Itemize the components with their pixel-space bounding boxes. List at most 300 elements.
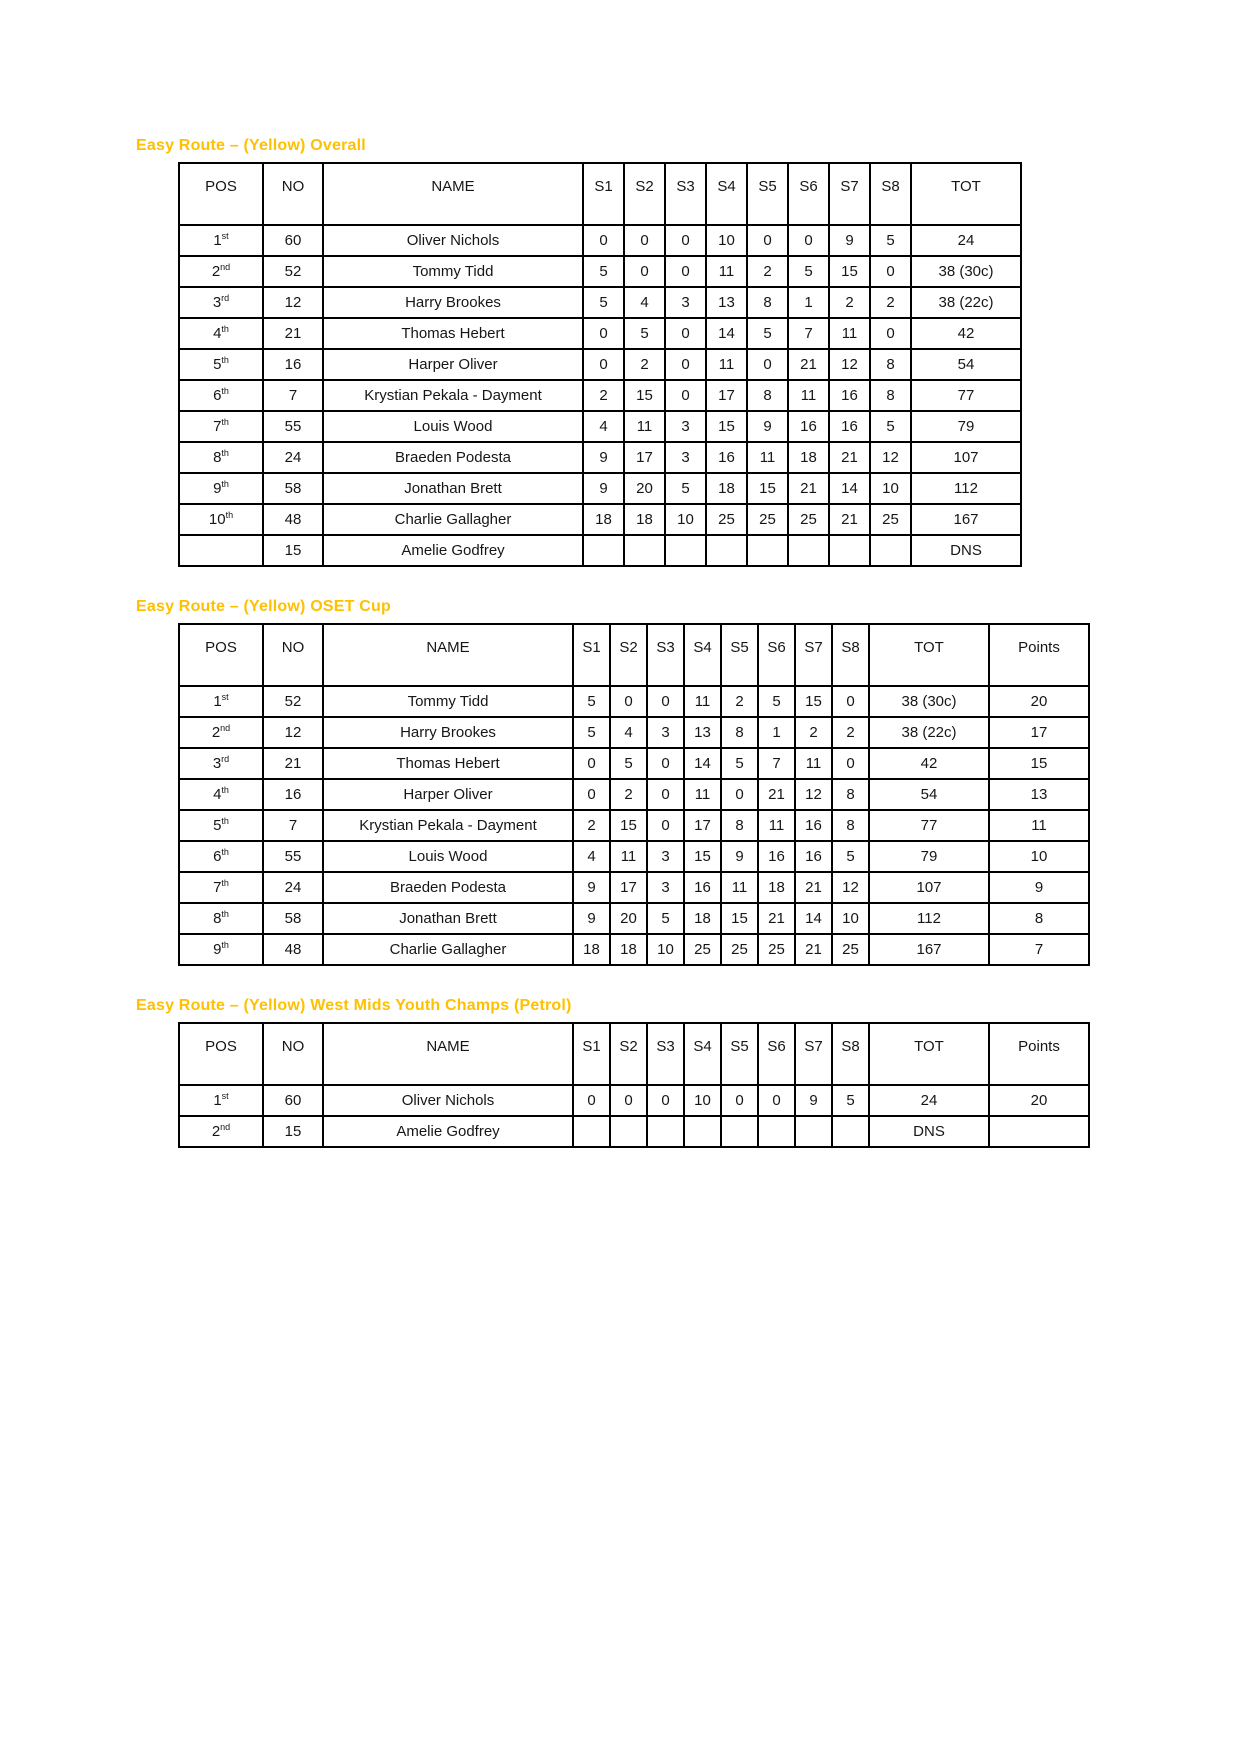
section-score-cell-s7: 16 xyxy=(829,380,870,411)
rider-number-cell: 15 xyxy=(263,1116,323,1147)
section-score-cell-s7 xyxy=(829,535,870,566)
section-score-cell-s5: 2 xyxy=(747,256,788,287)
header-row xyxy=(179,624,1089,686)
points-cell: 17 xyxy=(989,717,1089,748)
column-header-s1: S1 xyxy=(583,163,624,225)
section-score-cell-s4: 14 xyxy=(684,748,721,779)
pos-cell xyxy=(179,1116,263,1147)
table-row xyxy=(179,225,1021,256)
section-score-cell-s2: 5 xyxy=(610,748,647,779)
section-score-cell-s5: 5 xyxy=(721,748,758,779)
section-score-cell-s4: 16 xyxy=(706,442,747,473)
pos-ordinal-suffix: th xyxy=(221,940,229,950)
section-score-cell-s6: 18 xyxy=(758,872,795,903)
pos-ordinal-suffix: th xyxy=(221,878,229,888)
pos-number: 8 xyxy=(213,910,222,927)
section-score-cell-s8: 0 xyxy=(832,686,869,717)
rider-number-cell: 7 xyxy=(263,810,323,841)
table-row xyxy=(179,256,1021,287)
pos-cell xyxy=(179,717,263,748)
pos-cell xyxy=(179,287,263,318)
section-score-cell-s7: 14 xyxy=(829,473,870,504)
table-row xyxy=(179,686,1089,717)
column-header-s8: S8 xyxy=(832,1023,869,1085)
pos-ordinal-suffix: th xyxy=(221,324,229,334)
rider-number-cell: 15 xyxy=(263,535,323,566)
section-score-cell-s3: 3 xyxy=(665,411,706,442)
rider-number-cell: 21 xyxy=(263,748,323,779)
section-score-cell-s8: 10 xyxy=(870,473,911,504)
points-cell xyxy=(989,1116,1089,1147)
pos-number: 1 xyxy=(213,1092,222,1109)
section-score-cell-s3: 0 xyxy=(647,748,684,779)
table-row xyxy=(179,748,1089,779)
column-header-s8: S8 xyxy=(870,163,911,225)
section-score-cell-s8: 10 xyxy=(832,903,869,934)
section-score-cell-s5 xyxy=(721,1116,758,1147)
total-cell: 79 xyxy=(869,841,989,872)
section-score-cell-s6: 21 xyxy=(788,473,829,504)
section-score-cell-s3: 5 xyxy=(665,473,706,504)
section-score-cell-s1: 4 xyxy=(583,411,624,442)
section-score-cell-s3: 3 xyxy=(647,717,684,748)
section-score-cell-s2: 11 xyxy=(624,411,665,442)
table-row xyxy=(179,779,1089,810)
section-score-cell-s2: 0 xyxy=(624,256,665,287)
rider-name-cell: Charlie Gallagher xyxy=(323,934,573,965)
table-row xyxy=(179,841,1089,872)
section-score-cell-s1: 2 xyxy=(573,810,610,841)
rider-name-cell: Thomas Hebert xyxy=(323,318,583,349)
section-score-cell-s8: 25 xyxy=(870,504,911,535)
section-west-mids xyxy=(136,997,1200,1148)
pos-ordinal-suffix: th xyxy=(221,816,229,826)
pos-cell xyxy=(179,810,263,841)
section-score-cell-s5: 0 xyxy=(747,225,788,256)
section-score-cell-s3: 3 xyxy=(665,287,706,318)
table-row xyxy=(179,442,1021,473)
section-score-cell-s7: 21 xyxy=(829,442,870,473)
section-score-cell-s1: 5 xyxy=(573,686,610,717)
total-cell: 77 xyxy=(911,380,1021,411)
rider-name-cell: Braeden Podesta xyxy=(323,872,573,903)
pos-ordinal-suffix: rd xyxy=(221,754,230,764)
section-score-cell-s6: 16 xyxy=(758,841,795,872)
table-row xyxy=(179,411,1021,442)
section-score-cell-s6: 16 xyxy=(788,411,829,442)
section-score-cell-s2: 0 xyxy=(610,1085,647,1116)
rider-name-cell: Tommy Tidd xyxy=(323,256,583,287)
section-score-cell-s4: 13 xyxy=(706,287,747,318)
pos-number: 4 xyxy=(213,786,222,803)
total-cell: 24 xyxy=(869,1085,989,1116)
pos-cell xyxy=(179,841,263,872)
pos-ordinal-suffix: th xyxy=(221,386,229,396)
table-row xyxy=(179,535,1021,566)
section-score-cell-s2: 17 xyxy=(624,442,665,473)
section-score-cell-s5: 0 xyxy=(721,1085,758,1116)
points-cell: 20 xyxy=(989,1085,1089,1116)
section-score-cell-s3: 0 xyxy=(647,779,684,810)
rider-name-cell: Jonathan Brett xyxy=(323,903,573,934)
section-score-cell-s3 xyxy=(647,1116,684,1147)
column-header-pos: POS xyxy=(179,163,263,225)
pos-number: 1 xyxy=(213,693,222,710)
section-score-cell-s4: 15 xyxy=(684,841,721,872)
section-score-cell-s8: 25 xyxy=(832,934,869,965)
section-score-cell-s2: 5 xyxy=(624,318,665,349)
pos-cell xyxy=(179,903,263,934)
pos-number: 7 xyxy=(213,418,222,435)
rider-number-cell: 7 xyxy=(263,380,323,411)
pos-cell xyxy=(179,686,263,717)
total-cell: 107 xyxy=(869,872,989,903)
rider-number-cell: 58 xyxy=(263,473,323,504)
column-header-tot: TOT xyxy=(869,624,989,686)
rider-name-cell: Krystian Pekala - Dayment xyxy=(323,380,583,411)
total-cell: 167 xyxy=(911,504,1021,535)
section-score-cell-s7: 2 xyxy=(795,717,832,748)
section-score-cell-s4: 17 xyxy=(706,380,747,411)
section-score-cell-s3: 3 xyxy=(647,841,684,872)
section-score-cell-s6: 21 xyxy=(758,903,795,934)
total-cell: 38 (22c) xyxy=(911,287,1021,318)
points-cell: 15 xyxy=(989,748,1089,779)
pos-ordinal-suffix: th xyxy=(221,909,229,919)
results-table-overall xyxy=(178,162,1022,567)
section-score-cell-s8: 5 xyxy=(832,1085,869,1116)
pos-number: 6 xyxy=(213,387,222,404)
section-score-cell-s5: 8 xyxy=(747,380,788,411)
rider-name-cell: Charlie Gallagher xyxy=(323,504,583,535)
pos-ordinal-suffix: th xyxy=(221,479,229,489)
rider-number-cell: 60 xyxy=(263,225,323,256)
section-score-cell-s3 xyxy=(665,535,706,566)
pos-ordinal-suffix: nd xyxy=(220,262,231,272)
section-score-cell-s8: 12 xyxy=(832,872,869,903)
section-score-cell-s7: 14 xyxy=(795,903,832,934)
table-row xyxy=(179,287,1021,318)
section-score-cell-s3: 0 xyxy=(665,256,706,287)
total-cell: DNS xyxy=(911,535,1021,566)
results-page xyxy=(136,137,1200,1148)
section-score-cell-s4: 10 xyxy=(684,1085,721,1116)
section-score-cell-s5: 9 xyxy=(721,841,758,872)
section-score-cell-s1: 9 xyxy=(583,473,624,504)
section-score-cell-s7: 11 xyxy=(829,318,870,349)
section-score-cell-s6: 11 xyxy=(788,380,829,411)
section-score-cell-s7: 9 xyxy=(829,225,870,256)
section-score-cell-s5: 2 xyxy=(721,686,758,717)
table-row xyxy=(179,349,1021,380)
section-score-cell-s1: 18 xyxy=(573,934,610,965)
points-cell: 11 xyxy=(989,810,1089,841)
section-score-cell-s3: 0 xyxy=(665,318,706,349)
table-row xyxy=(179,380,1021,411)
section-score-cell-s8: 5 xyxy=(870,411,911,442)
section-score-cell-s4: 11 xyxy=(706,349,747,380)
column-header-no: NO xyxy=(263,1023,323,1085)
column-header-tot: TOT xyxy=(869,1023,989,1085)
column-header-name: NAME xyxy=(323,624,573,686)
rider-name-cell: Thomas Hebert xyxy=(323,748,573,779)
section-score-cell-s6: 5 xyxy=(788,256,829,287)
header-row xyxy=(179,1023,1089,1085)
total-cell: 107 xyxy=(911,442,1021,473)
column-header-s7: S7 xyxy=(795,624,832,686)
section-score-cell-s6: 21 xyxy=(758,779,795,810)
section-score-cell-s2: 20 xyxy=(624,473,665,504)
column-header-s6: S6 xyxy=(788,163,829,225)
pos-number: 3 xyxy=(212,755,222,772)
section-score-cell-s3: 10 xyxy=(665,504,706,535)
rider-number-cell: 55 xyxy=(263,411,323,442)
rider-name-cell: Oliver Nichols xyxy=(323,1085,573,1116)
section-score-cell-s1 xyxy=(573,1116,610,1147)
points-cell: 7 xyxy=(989,934,1089,965)
rider-number-cell: 48 xyxy=(263,504,323,535)
section-score-cell-s3: 0 xyxy=(647,810,684,841)
header-row xyxy=(179,163,1021,225)
section-score-cell-s1: 9 xyxy=(573,872,610,903)
section-score-cell-s4 xyxy=(706,535,747,566)
section-score-cell-s7: 12 xyxy=(795,779,832,810)
section-score-cell-s3: 3 xyxy=(647,872,684,903)
section-score-cell-s1: 0 xyxy=(573,779,610,810)
rider-number-cell: 12 xyxy=(263,287,323,318)
rider-number-cell: 55 xyxy=(263,841,323,872)
section-score-cell-s2: 15 xyxy=(610,810,647,841)
points-cell: 8 xyxy=(989,903,1089,934)
pos-number: 9 xyxy=(213,941,222,958)
section-oset-cup xyxy=(136,598,1200,966)
rider-number-cell: 48 xyxy=(263,934,323,965)
points-cell: 13 xyxy=(989,779,1089,810)
pos-number: 2 xyxy=(211,724,221,741)
section-score-cell-s5: 0 xyxy=(721,779,758,810)
section-score-cell-s3: 0 xyxy=(647,1085,684,1116)
table-row xyxy=(179,1116,1089,1147)
section-score-cell-s7: 2 xyxy=(829,287,870,318)
pos-number: 1 xyxy=(213,232,222,249)
section-score-cell-s5: 15 xyxy=(721,903,758,934)
total-cell: 42 xyxy=(911,318,1021,349)
section-score-cell-s3: 0 xyxy=(665,380,706,411)
section-score-cell-s5: 15 xyxy=(747,473,788,504)
section-score-cell-s8: 2 xyxy=(832,717,869,748)
pos-ordinal-suffix: th xyxy=(225,510,234,520)
section-score-cell-s1: 4 xyxy=(573,841,610,872)
pos-cell xyxy=(179,256,263,287)
section-score-cell-s8 xyxy=(832,1116,869,1147)
points-cell: 9 xyxy=(989,872,1089,903)
pos-cell xyxy=(179,473,263,504)
section-score-cell-s2: 0 xyxy=(624,225,665,256)
section-score-cell-s6: 1 xyxy=(758,717,795,748)
total-cell: 77 xyxy=(869,810,989,841)
rider-name-cell: Harry Brookes xyxy=(323,287,583,318)
section-score-cell-s2: 18 xyxy=(624,504,665,535)
section-score-cell-s6: 0 xyxy=(758,1085,795,1116)
section-score-cell-s8: 12 xyxy=(870,442,911,473)
table-row xyxy=(179,934,1089,965)
section-score-cell-s8: 0 xyxy=(832,748,869,779)
rider-name-cell: Tommy Tidd xyxy=(323,686,573,717)
rider-name-cell: Louis Wood xyxy=(323,411,583,442)
section-score-cell-s4 xyxy=(684,1116,721,1147)
section-score-cell-s2: 0 xyxy=(610,686,647,717)
section-score-cell-s1: 9 xyxy=(583,442,624,473)
rider-name-cell: Amelie Godfrey xyxy=(323,535,583,566)
pos-ordinal-suffix: th xyxy=(221,847,229,857)
section-score-cell-s3: 0 xyxy=(665,225,706,256)
section-score-cell-s3: 5 xyxy=(647,903,684,934)
section-score-cell-s1: 18 xyxy=(583,504,624,535)
section-score-cell-s1: 0 xyxy=(583,349,624,380)
section-score-cell-s4: 16 xyxy=(684,872,721,903)
rider-number-cell: 16 xyxy=(263,779,323,810)
section-score-cell-s8: 5 xyxy=(832,841,869,872)
pos-ordinal-suffix: th xyxy=(221,785,229,795)
section-score-cell-s2: 2 xyxy=(610,779,647,810)
section-score-cell-s8: 8 xyxy=(832,779,869,810)
total-cell: 38 (30c) xyxy=(869,686,989,717)
total-cell: 54 xyxy=(911,349,1021,380)
column-header-s3: S3 xyxy=(665,163,706,225)
pos-number: 5 xyxy=(213,356,222,373)
column-header-pos: POS xyxy=(179,624,263,686)
column-header-s6: S6 xyxy=(758,624,795,686)
pos-cell xyxy=(179,349,263,380)
pos-cell xyxy=(179,380,263,411)
column-header-s5: S5 xyxy=(747,163,788,225)
section-score-cell-s7: 12 xyxy=(829,349,870,380)
total-cell: 42 xyxy=(869,748,989,779)
table-row xyxy=(179,473,1021,504)
section-score-cell-s4: 25 xyxy=(706,504,747,535)
column-header-pos: POS xyxy=(179,1023,263,1085)
pos-number: 2 xyxy=(211,263,221,280)
section-score-cell-s7: 16 xyxy=(829,411,870,442)
section-score-cell-s2 xyxy=(624,535,665,566)
pos-number: 4 xyxy=(213,325,222,342)
column-header-s7: S7 xyxy=(829,163,870,225)
section-score-cell-s1: 0 xyxy=(573,748,610,779)
section-score-cell-s6: 1 xyxy=(788,287,829,318)
section-score-cell-s1: 0 xyxy=(583,318,624,349)
section-score-cell-s2: 18 xyxy=(610,934,647,965)
section-score-cell-s6: 7 xyxy=(758,748,795,779)
section-overall xyxy=(136,137,1200,567)
section-score-cell-s2: 17 xyxy=(610,872,647,903)
section-score-cell-s8: 0 xyxy=(870,256,911,287)
pos-cell xyxy=(179,872,263,903)
section-score-cell-s5: 8 xyxy=(747,287,788,318)
pos-cell xyxy=(179,318,263,349)
column-header-s8: S8 xyxy=(832,624,869,686)
pos-cell xyxy=(179,411,263,442)
section-score-cell-s8: 8 xyxy=(870,349,911,380)
rider-name-cell: Harper Oliver xyxy=(323,779,573,810)
section-title-overall: Easy Route – (Yellow) Overall xyxy=(136,137,366,154)
section-score-cell-s6: 18 xyxy=(788,442,829,473)
section-score-cell-s1: 5 xyxy=(583,256,624,287)
total-cell: 112 xyxy=(869,903,989,934)
total-cell: 38 (30c) xyxy=(911,256,1021,287)
column-header-points: Points xyxy=(989,1023,1089,1085)
pos-ordinal-suffix: th xyxy=(221,355,229,365)
section-score-cell-s4: 14 xyxy=(706,318,747,349)
pos-ordinal-suffix: rd xyxy=(221,293,230,303)
section-score-cell-s4: 10 xyxy=(706,225,747,256)
section-score-cell-s5: 8 xyxy=(721,810,758,841)
column-header-no: NO xyxy=(263,624,323,686)
section-score-cell-s1: 5 xyxy=(583,287,624,318)
section-score-cell-s4: 18 xyxy=(706,473,747,504)
column-header-s1: S1 xyxy=(573,1023,610,1085)
rider-number-cell: 24 xyxy=(263,442,323,473)
section-score-cell-s7: 21 xyxy=(795,934,832,965)
pos-cell xyxy=(179,779,263,810)
section-score-cell-s6 xyxy=(788,535,829,566)
results-table-west-mids xyxy=(178,1022,1090,1148)
results-table-oset-cup xyxy=(178,623,1090,966)
section-score-cell-s8: 8 xyxy=(870,380,911,411)
rider-name-cell: Braeden Podesta xyxy=(323,442,583,473)
pos-number: 5 xyxy=(213,817,222,834)
section-score-cell-s6: 5 xyxy=(758,686,795,717)
section-score-cell-s5 xyxy=(747,535,788,566)
section-score-cell-s1: 5 xyxy=(573,717,610,748)
section-title-west-mids: Easy Route – (Yellow) West Mids Youth Champs (Petrol) xyxy=(136,997,572,1014)
table-row xyxy=(179,504,1021,535)
section-score-cell-s5: 0 xyxy=(747,349,788,380)
pos-ordinal-suffix: nd xyxy=(220,723,231,733)
column-header-name: NAME xyxy=(323,163,583,225)
column-header-s3: S3 xyxy=(647,624,684,686)
pos-ordinal-suffix: nd xyxy=(220,1122,231,1132)
pos-ordinal-suffix: st xyxy=(221,1091,229,1101)
rider-number-cell: 58 xyxy=(263,903,323,934)
pos-cell xyxy=(179,225,263,256)
rider-number-cell: 52 xyxy=(263,256,323,287)
section-score-cell-s6: 7 xyxy=(788,318,829,349)
total-cell: 167 xyxy=(869,934,989,965)
table-row xyxy=(179,318,1021,349)
section-score-cell-s6: 21 xyxy=(788,349,829,380)
pos-ordinal-suffix: th xyxy=(221,417,229,427)
column-header-s1: S1 xyxy=(573,624,610,686)
column-header-points: Points xyxy=(989,624,1089,686)
pos-ordinal-suffix: st xyxy=(221,231,229,241)
section-score-cell-s8: 2 xyxy=(870,287,911,318)
rider-number-cell: 60 xyxy=(263,1085,323,1116)
section-score-cell-s7: 11 xyxy=(795,748,832,779)
column-header-name: NAME xyxy=(323,1023,573,1085)
column-header-s2: S2 xyxy=(610,1023,647,1085)
rider-number-cell: 12 xyxy=(263,717,323,748)
section-score-cell-s2: 15 xyxy=(624,380,665,411)
total-cell: 54 xyxy=(869,779,989,810)
pos-number: 3 xyxy=(212,294,222,311)
section-score-cell-s6 xyxy=(758,1116,795,1147)
section-score-cell-s5: 11 xyxy=(721,872,758,903)
section-score-cell-s7 xyxy=(795,1116,832,1147)
pos-ordinal-suffix: st xyxy=(221,692,229,702)
total-cell: DNS xyxy=(869,1116,989,1147)
section-score-cell-s4: 25 xyxy=(684,934,721,965)
column-header-s4: S4 xyxy=(706,163,747,225)
